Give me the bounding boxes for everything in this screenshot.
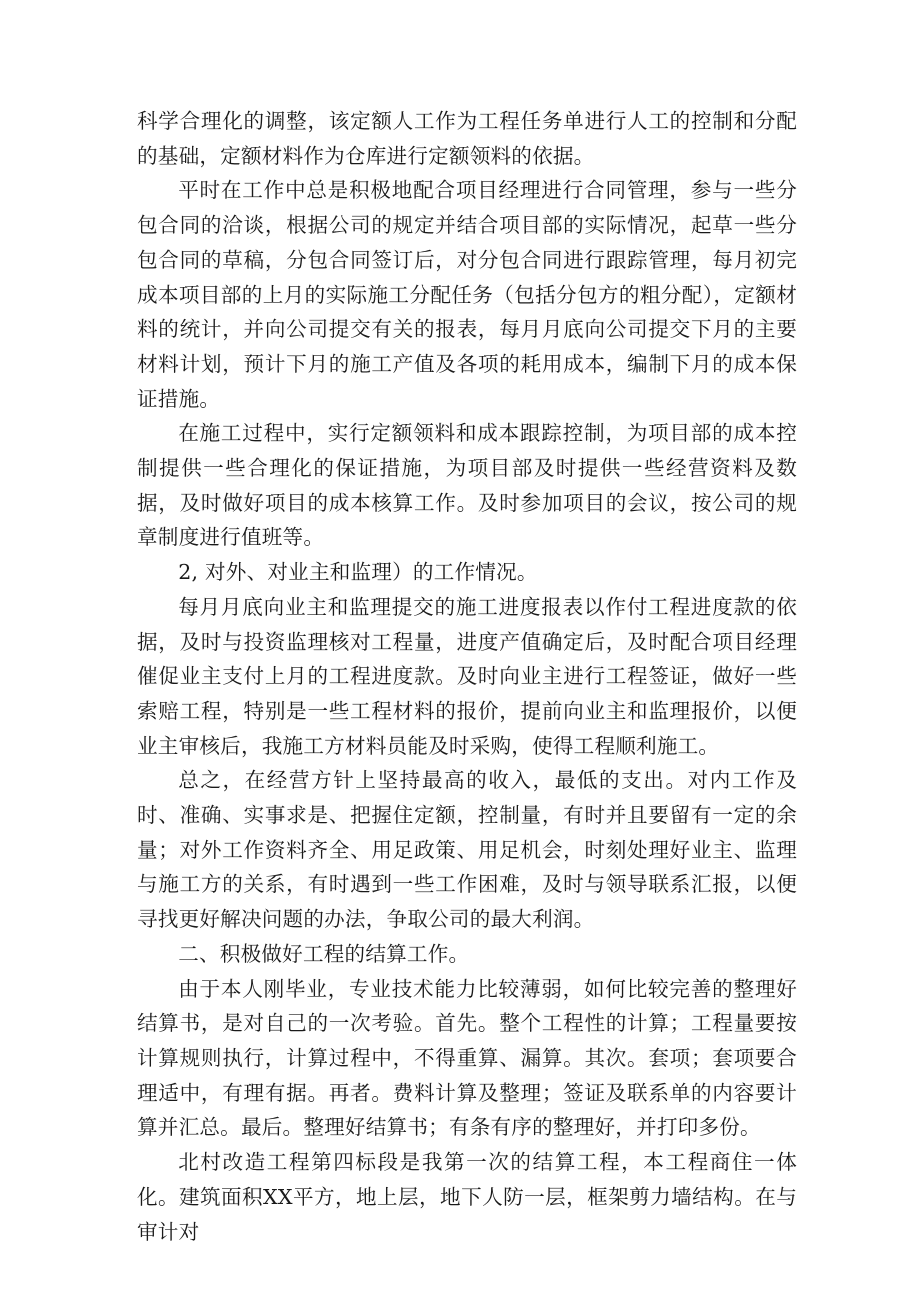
paragraph-5: 每月月底向业主和监理提交的施工进度报表以作付工程进度款的依据，及时与投资监理核对工程量，进度产值确定后，及时配合项目经理催促业主支付上月的工程进度款。及时向业主进行工程签证，做好一些索赔工程，特别是一些工程材料的报价，提前向业主和监理报价，以便业主审核后，我施工方材料员能及时采购，使得工程顺利施工。: [137, 594, 797, 758]
paragraph-8: 由于本人刚毕业，专业技术能力比较薄弱，如何比较完善的整理好结算书，是对自己的一次考验。首先。整个工程性的计算；工程量要按计算规则执行，计算过程中，不得重算、漏算。其次。套项；套项要合理适中，有理有据。再者。费料计算及整理；签证及联系单的内容要计算并汇总。最后。整理好结算书；有条有序的整理好，并打印多份。: [137, 976, 797, 1140]
paragraph-3: 在施工过程中，实行定额领料和成本跟踪控制，为项目部的成本控制提供一些合理化的保证措施，为项目部及时提供一些经营资料及数据，及时做好项目的成本核算工作。及时参加项目的会议，按公司的规章制度进行值班等。: [137, 421, 797, 550]
paragraph-7: 二、积极做好工程的结算工作。: [178, 941, 470, 966]
paragraph-9: 北村改造工程第四标段是我第一次的结算工程，本工程商住一体化。建筑面积XX平方，地上层，地下人防一层，框架剪力墙结构。在与审计对: [137, 1150, 797, 1244]
paragraph-2: 平时在工作中总是积极地配合项目经理进行合同管理，参与一些分包合同的洽谈，根据公司的规定并结合项目部的实际情况，起草一些分包合同的草稿，分包合同签订后，对分包合同进行跟踪管理，每月初完成本项目部的上月的实际施工分配任务（包括分包方的粗分配），定额材料的统计，并向公司提交有关的报表，每月月底向公司提交下月的主要材料计划，预计下月的施工产值及各项的耗用成本，编制下月的成本保证措施。: [137, 178, 797, 411]
paragraph-4: 2, 对外、对业主和监理）的工作情况。: [178, 560, 538, 585]
paragraph-1: 科学合理化的调整，该定额人工作为工程任务单进行人工的控制和分配的基础，定额材料作为仓库进行定额领料的依据。: [137, 109, 797, 168]
paragraph-6: 总之，在经营方针上坚持最高的收入，最低的支出。对内工作及时、准确、实事求是、把握住定额，控制量，有时并且要留有一定的余量；对外工作资料齐全、用足政策、用足机会，时刻处理好业主、监理与施工方的关系，有时遇到一些工作困难，及时与领导联系汇报，以便寻找更好解决问题的办法，争取公司的最大利润。: [137, 768, 797, 932]
document-body: [137, 104, 797, 1249]
